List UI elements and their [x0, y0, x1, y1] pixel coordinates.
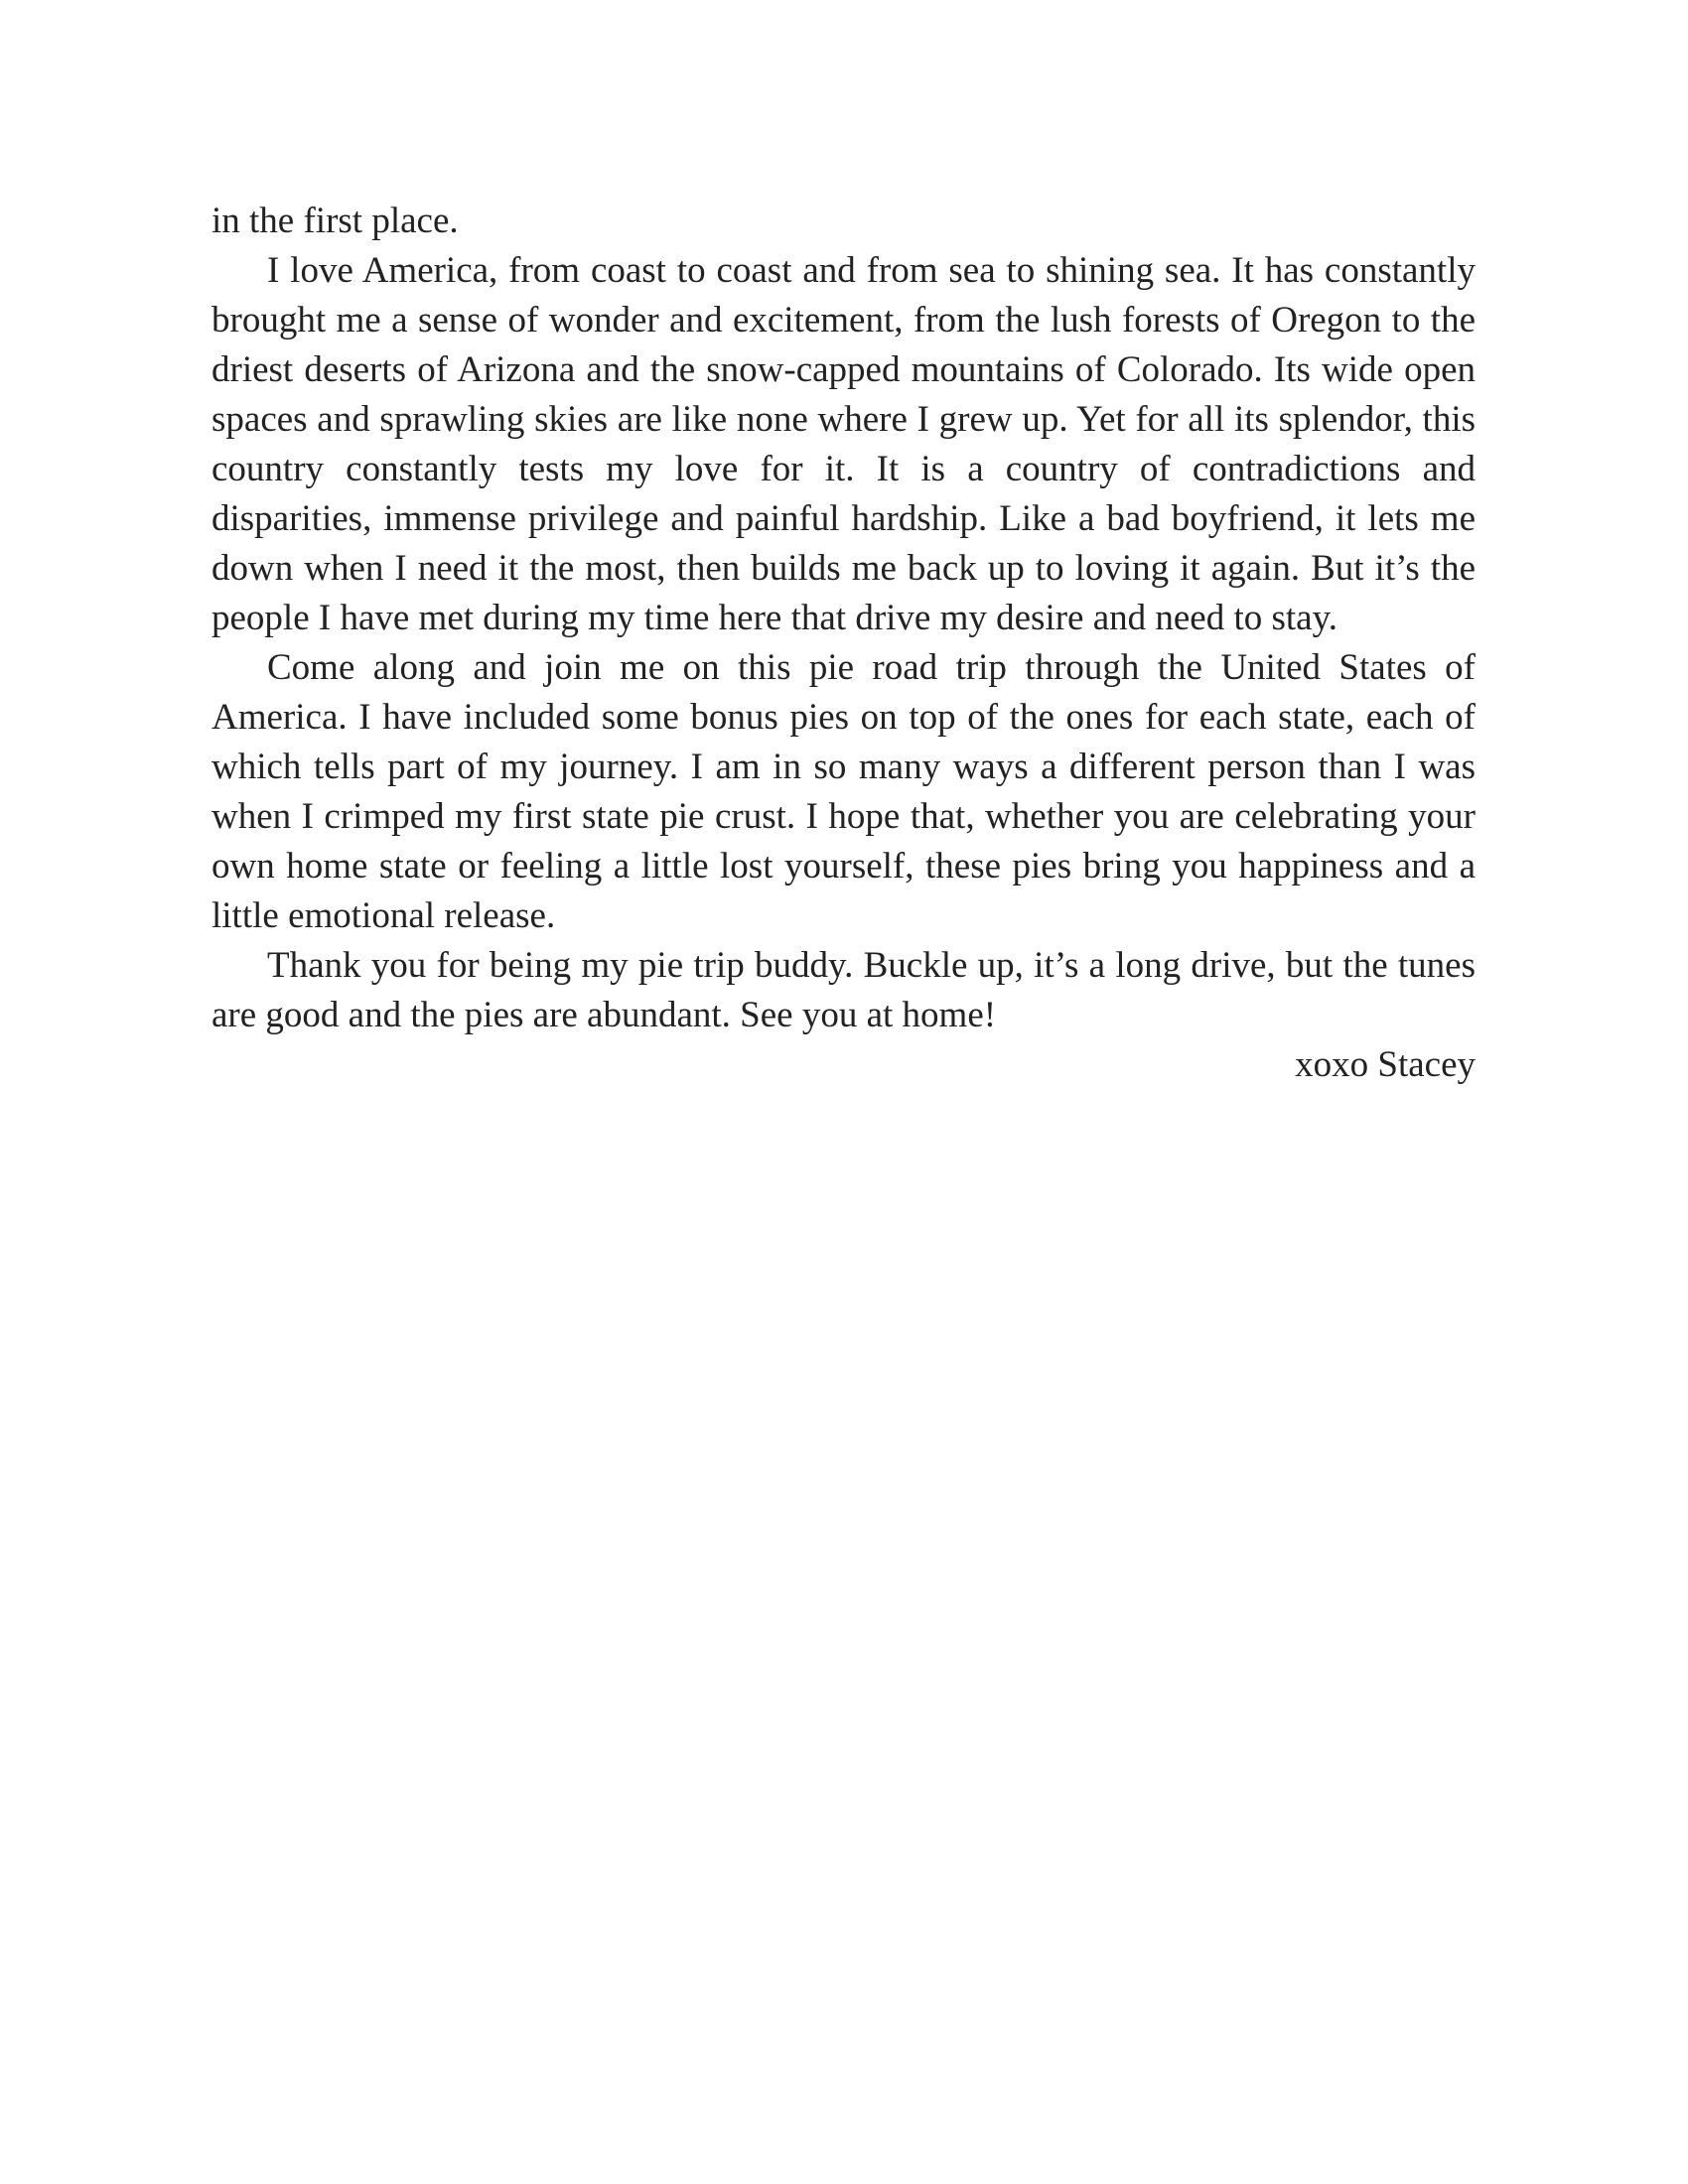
paragraph-love-america: I love America, from coast to coast and from sea to shining sea. It has constantly brought me a sense of wonder and excitement, from the lush forests of Oregon to the driest deserts of Arizona and the snow-capped mountains of Colorado. Its wide open spaces and sprawling skies are like none where I grew up. Yet for all its splendor, this country constantly tests my love for it. It is a country of contradictions and disparities, immense privilege and painful hardship. Like a bad boyfriend, it lets me down when I need it the most, then builds me back up to loving it again. But it’s the people I have met during my time here that drive my desire and need to stay.: [211, 250, 1476, 638]
paragraph-continuation: in the first place.: [211, 201, 459, 241]
paragraph-road-trip: Come along and join me on this pie road trip through the United States of America. I have included some bonus pies on top of the ones for each state, each of which tells part of my journey. I am in so many ways a different person than I was when I crimped my first state pie crust. I hope that, whether you are celebrating your own home state or feeling a little lost yourself, these pies bring you happiness and a little emotional release.: [211, 647, 1476, 936]
body-text: [211, 197, 1476, 1090]
signature: xoxo Stacey: [1295, 1044, 1476, 1085]
paragraph-thank-you: Thank you for being my pie trip buddy. Buckle up, it’s a long drive, but the tunes are good and the pies are abundant. See you at home!: [211, 945, 1476, 1035]
